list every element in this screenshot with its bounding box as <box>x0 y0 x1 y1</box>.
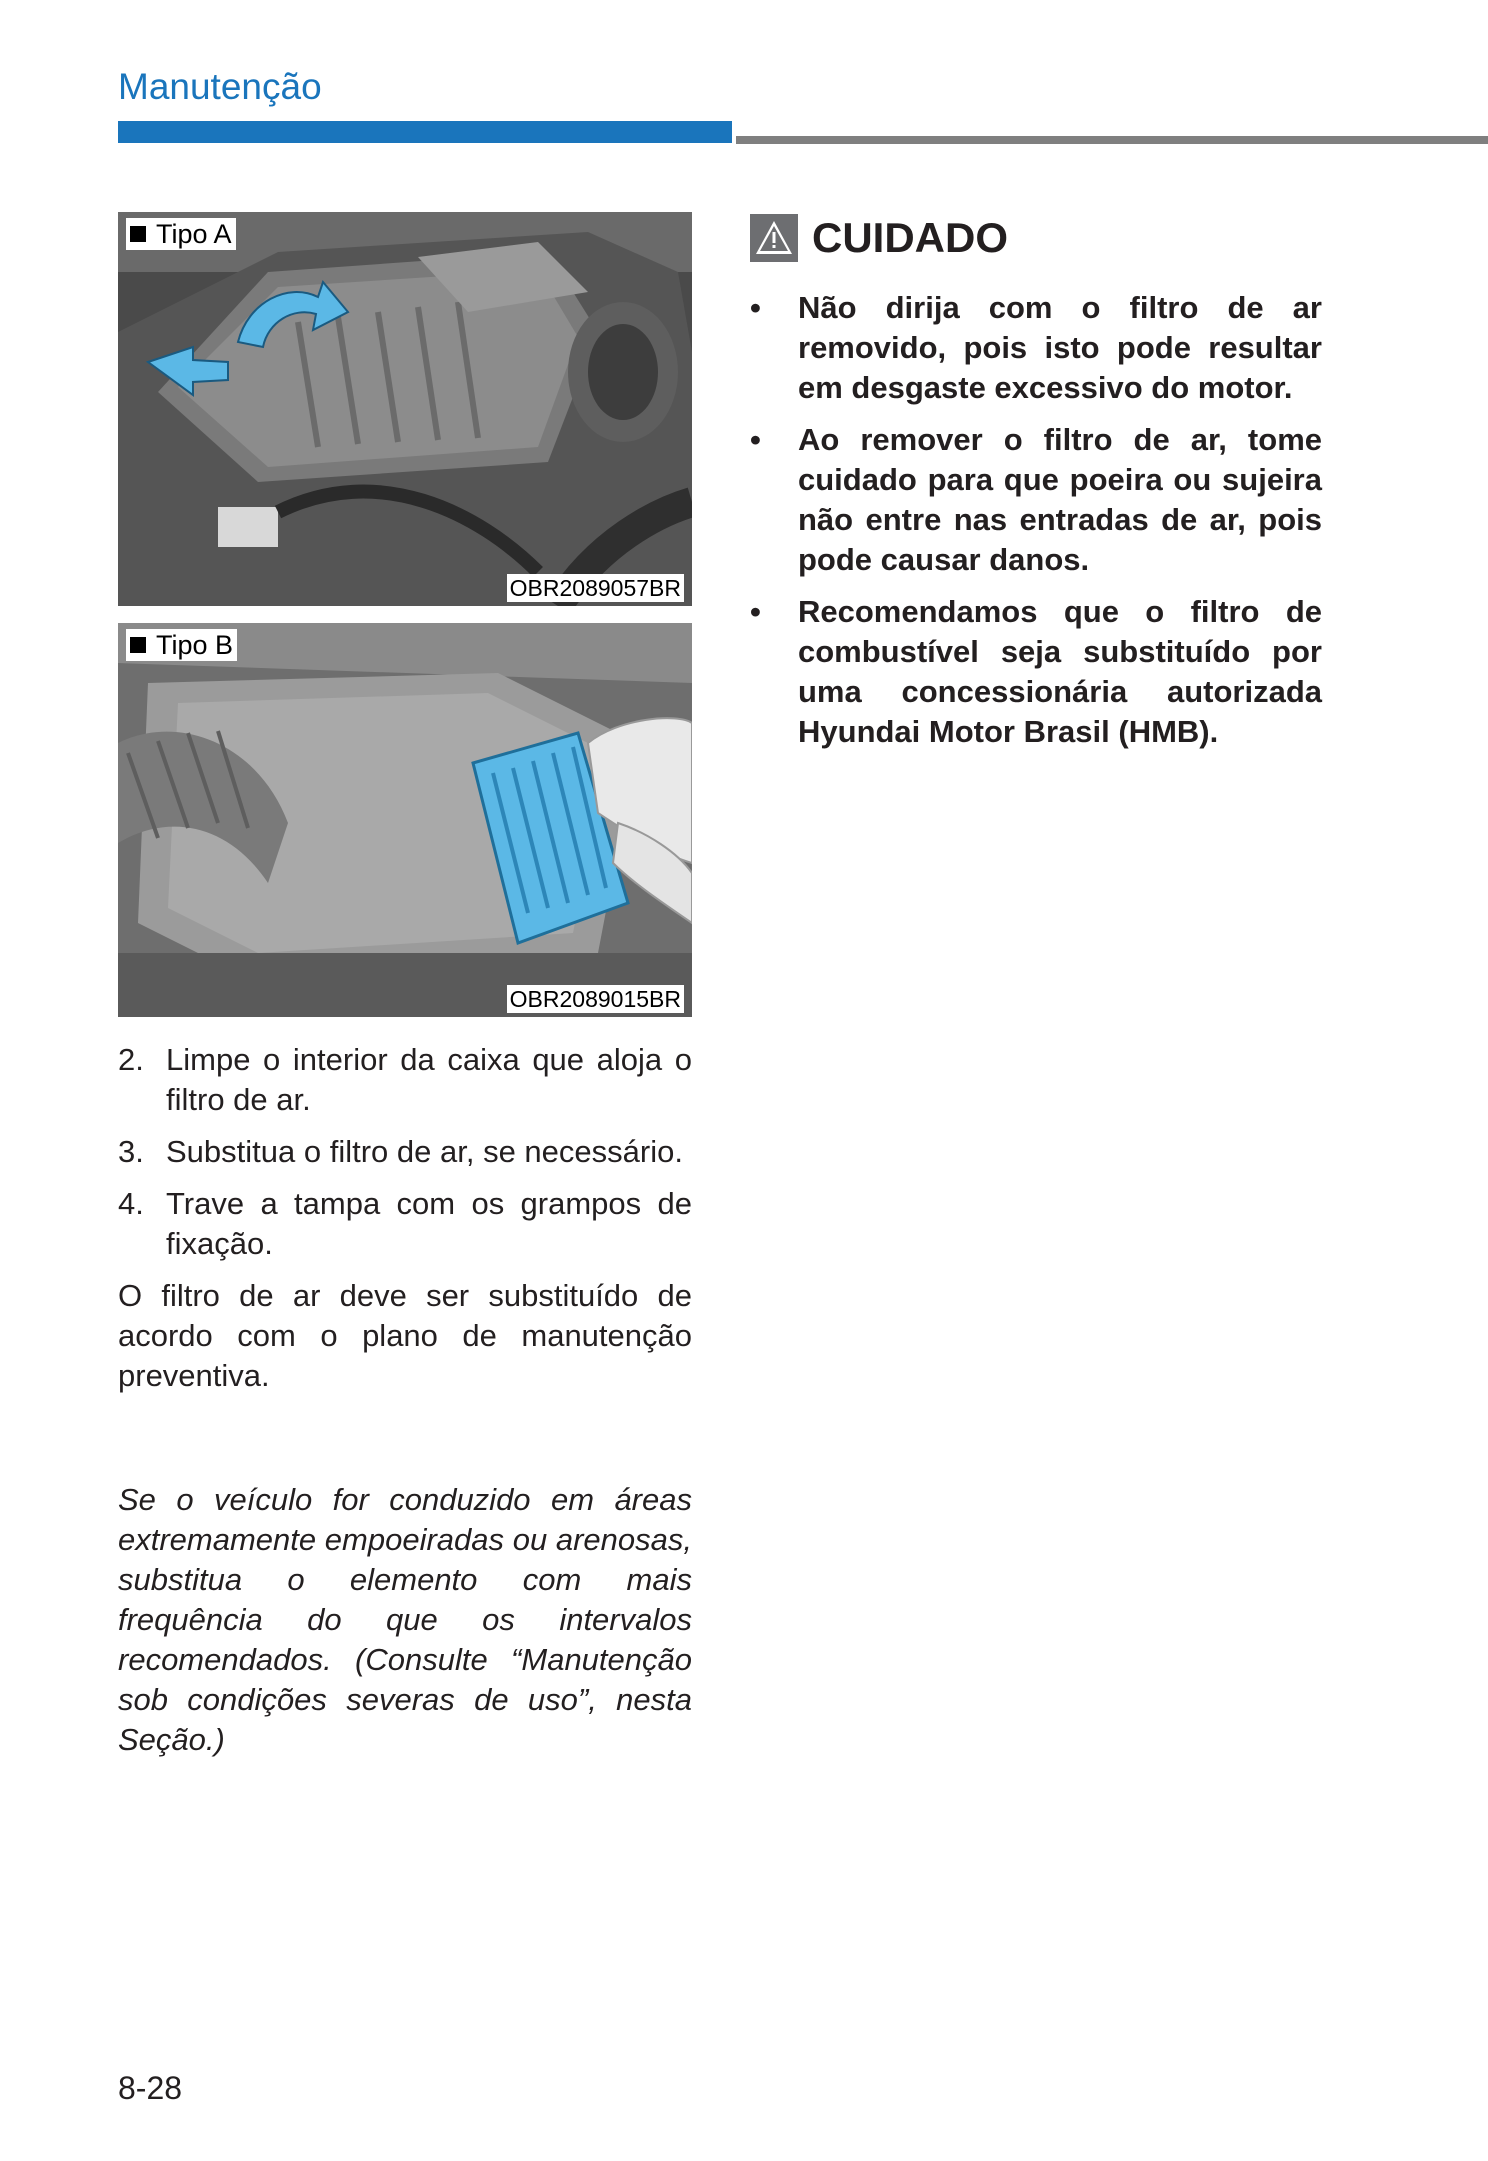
figure-label <box>126 218 236 250</box>
caution-header <box>750 214 1008 262</box>
list-item <box>118 1040 692 1120</box>
page-number: 8-28 <box>118 2070 183 2106</box>
section-title: Manutenção <box>118 66 322 107</box>
step-number: 3. <box>118 1134 144 1169</box>
step-text: Substitua o filtro de ar, se necessário. <box>166 1134 683 1169</box>
caution-text: Recomendamos que o filtro de combustível seja substituído por uma concessionária autorizada Hyundai Motor Brasil (HMB). <box>798 594 1322 749</box>
caution-text: Não dirija com o filtro de ar removido, pois isto pode resultar em desgaste excessivo do motor. <box>798 290 1322 405</box>
figure-code: OBR2089057BR <box>507 574 684 602</box>
caution-list <box>750 288 1322 764</box>
figure-type-b <box>118 623 692 1017</box>
step-text: Trave a tampa com os grampos de fixação. <box>166 1186 692 1261</box>
italic-note: Se o veículo for conduzido em áreas extremamente empoeiradas ou arenosas, substitua o elemento com mais frequência do que os intervalos recomendados. (Consulte “Manutenção sob condições severas de uso”, nesta Seção.) <box>118 1482 692 1757</box>
caution-title: CUIDADO <box>812 214 1008 261</box>
step-number: 2. <box>118 1042 144 1077</box>
figure-label <box>126 629 237 661</box>
bullet: • <box>750 594 761 629</box>
caution-text: Ao remover o filtro de ar, tome cuidado para que poeira ou sujeira não entre nas entradas de ar, pois pode causar danos. <box>798 422 1322 577</box>
figure-label-text: Tipo B <box>156 630 234 660</box>
warning-triangle-icon <box>750 214 798 262</box>
steps-list <box>118 1040 692 1396</box>
figure-code: OBR2089015BR <box>507 985 684 1013</box>
bullet: • <box>750 290 761 325</box>
body-paragraph: O filtro de ar deve ser substituído de acordo com o plano de manutenção preventiva. <box>118 1278 692 1393</box>
bullet: • <box>750 422 761 457</box>
list-item <box>750 592 1322 752</box>
list-item <box>750 288 1322 408</box>
list-item <box>118 1184 692 1264</box>
figure-type-a <box>118 212 692 606</box>
step-text: Limpe o interior da caixa que aloja o filtro de ar. <box>166 1042 692 1117</box>
header-rule-blue <box>118 121 732 143</box>
square-bullet-icon <box>130 637 146 653</box>
step-number: 4. <box>118 1186 144 1221</box>
header-rule-gray <box>736 136 1488 144</box>
list-item <box>118 1132 692 1172</box>
square-bullet-icon <box>130 226 146 242</box>
figure-label-text: Tipo A <box>156 219 232 249</box>
air-filter-removal-image <box>118 623 692 1017</box>
engine-air-filter-cover-image <box>118 212 692 606</box>
list-item <box>750 420 1322 580</box>
